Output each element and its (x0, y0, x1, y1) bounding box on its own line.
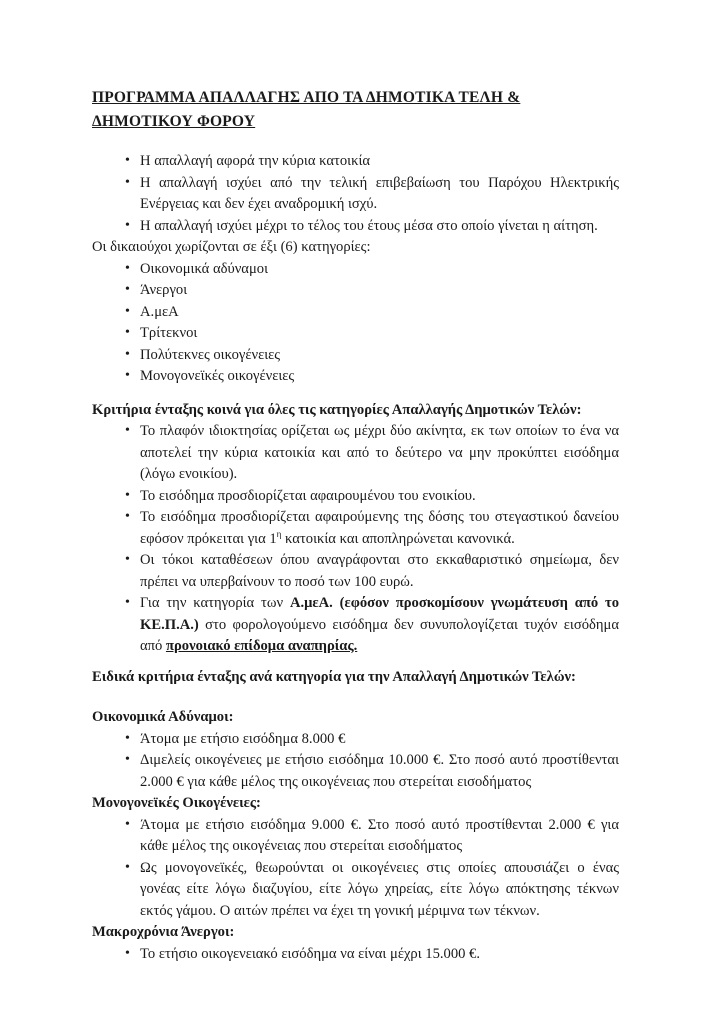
bullet-text (140, 325, 197, 341)
bullet-text (140, 509, 619, 547)
bullet-text (140, 752, 619, 790)
bullet-text (140, 552, 619, 590)
bullet-text (140, 368, 294, 384)
common-criteria-item (92, 550, 619, 593)
category-item (92, 302, 619, 324)
category-item (92, 366, 619, 388)
bullet-text (140, 304, 179, 320)
text-segment: Για την κατηγορία των (140, 595, 290, 611)
text-segment: Μακροχρόνια Άνεργοι: (92, 924, 235, 940)
bullet-text (140, 218, 598, 234)
single-parent-item (92, 815, 619, 858)
subheading-long-term-unemployed (92, 922, 619, 944)
bullet-marker-icon: • (125, 487, 130, 503)
text-segment: κατοικία και αποπληρώνεται κανονικά. (281, 530, 515, 547)
text-segment: Άτομα με ετήσιο εισόδημα 9.000 €. Στο ποσό αυτό προστίθενται 2.000 € για κάθε μέλος της οικογένειας που στερείται εισοδήματος (140, 816, 619, 854)
text-segment: Άνεργοι (140, 282, 188, 298)
category-item (92, 345, 619, 367)
single-parent-item (92, 858, 619, 923)
bullet-marker-icon: • (125, 368, 130, 383)
text-segment: η (276, 528, 282, 539)
bullet-text (140, 261, 268, 277)
bullet-marker-icon: • (125, 174, 130, 190)
text-segment: Η απαλλαγή αφορά την κύρια κατοικία (140, 153, 371, 169)
bullet-text (140, 423, 619, 482)
text-segment: ΠΡΟΓΡΑΜΜΑ ΑΠΑΛΛΑΓΗΣ ΑΠΟ ΤΑ ΔΗΜΟΤΙΚΑ ΤΕΛΗ & ΔΗΜΟΤΙΚΟΥ ΦΟΡΟΥ (92, 89, 521, 130)
text-segment: Το πλαφόν ιδιοκτησίας ορίζεται ως μέχρι δύο ακίνητα, εκ των οποίων το ένα να αποτελεί την κύρια κατοικία και από το δεύτερο να μην προκύπτει εισόδημα (λόγω ενοικίου). (140, 423, 619, 482)
bullet-marker-icon: • (125, 552, 130, 567)
text-segment: Διμελείς οικογένειες με ετήσιο εισόδημα 10.000 €. Στο ποσό αυτό προστίθενται 2.000 € για κάθε μέλος της οικογένειας που στερείται εισοδήματος (140, 752, 619, 790)
common-criteria-heading (92, 400, 619, 422)
bullet-marker-icon: • (125, 153, 130, 168)
text-segment: Το εισόδημα προσδιορίζεται αφαιρούμενης της δόσης του στεγαστικού δανείου εφόσον πρόκειται για 1 (140, 509, 619, 547)
bullet-text (140, 153, 370, 169)
bullet-marker-icon: • (125, 346, 130, 362)
text-segment: Κριτήρια ένταξης κοινά για όλες τις κατηγορίες Απαλλαγής Δημοτικών Τελών: (92, 401, 582, 418)
bullet-marker-icon: • (125, 325, 130, 340)
text-segment: Η απαλλαγή ισχύει μέχρι το τέλος του έτους μέσα στο οποίο γίνεται η αίτηση. (140, 217, 598, 234)
category-item (92, 280, 619, 302)
text-segment: Οι δικαιούχοι χωρίζονται σε έξι (6) κατηγορίες: (92, 239, 371, 255)
document-content (92, 86, 619, 965)
bullet-marker-icon: • (125, 730, 130, 746)
text-segment: προνοιακό επίδομα αναπηρίας. (165, 638, 358, 654)
text-segment: Άτομα με ετήσιο εισόδημα 8.000 € (140, 730, 346, 747)
intro-bullet-validity-end (92, 216, 619, 238)
text-segment: Πολύτεκνες οικογένειες (140, 346, 281, 363)
financially-weak-item (92, 729, 619, 751)
bullet-marker-icon: • (125, 423, 130, 438)
intro-bullet-validity-start (92, 173, 619, 216)
text-segment: Ειδικά κριτήρια ένταξης ανά κατηγορία για την Απαλλαγή Δημοτικών Τελών: (92, 668, 576, 685)
text-segment: Το εισόδημα προσδιορίζεται αφαιρουμένου του ενοικίου. (140, 487, 476, 504)
financially-weak-item (92, 750, 619, 793)
text-segment: Οικονομικά αδύναμοι (140, 260, 269, 277)
special-criteria-heading (92, 667, 619, 689)
bullet-text (140, 175, 619, 213)
subheading-single-parent (92, 793, 619, 815)
category-item (92, 323, 619, 345)
long-term-unemployed-item (92, 944, 619, 966)
common-criteria-item (92, 486, 619, 508)
bullet-text (140, 817, 619, 855)
bullet-text (140, 488, 476, 504)
text-segment: Το ετήσιο οικογενειακό εισόδημα να είναι μέχρι 15.000 €. (140, 945, 481, 962)
bullet-marker-icon: • (125, 945, 130, 961)
bullet-marker-icon: • (125, 217, 130, 233)
intro-bullet-main-residence (92, 151, 619, 173)
subheading-financially-weak (92, 707, 619, 729)
bullet-marker-icon: • (125, 260, 130, 276)
category-item (92, 259, 619, 281)
bullet-marker-icon: • (125, 859, 130, 875)
bullet-marker-icon: • (125, 752, 130, 767)
categories-intro (92, 237, 619, 259)
bullet-text (140, 860, 619, 919)
bullet-text (140, 731, 345, 747)
bullet-marker-icon: • (125, 282, 130, 297)
bullet-marker-icon: • (125, 509, 130, 524)
text-segment: στο φορολογούμενο εισόδημα δεν συνυπολογίζεται τυχόν εισόδημα από (140, 616, 619, 654)
text-segment: Οικονομικά Αδύναμοι: (92, 709, 234, 725)
bullet-text (140, 595, 619, 654)
text-segment: Τρίτεκνοι (140, 325, 198, 341)
bullet-text (140, 946, 480, 962)
bullet-marker-icon: • (125, 595, 130, 610)
common-criteria-item (92, 421, 619, 486)
common-criteria-item (92, 593, 619, 658)
bullet-marker-icon: • (125, 303, 130, 319)
text-segment: Α.μεΑ. (εφόσον προσκομίσουν γνωμάτευση από το ΚΕ.Π.Α.) (140, 595, 619, 633)
bullet-text (140, 347, 280, 363)
text-segment: Μονογονεϊκές Οικογένειες: (92, 795, 261, 811)
page-title (92, 86, 619, 134)
bullet-marker-icon: • (125, 816, 130, 832)
common-criteria-item (92, 507, 619, 550)
text-segment: Οι τόκοι καταθέσεων όπου αναγράφονται στο εκκαθαριστικό σημείωμα, δεν πρέπει να υπερβαίνουν το ποσό των 100 ευρώ. (140, 552, 619, 590)
bullet-text (140, 282, 187, 298)
text-segment: Μονογονεϊκές οικογένειες (140, 368, 295, 384)
text-segment: Η απαλλαγή ισχύει από την τελική επιβεβαίωση του Παρόχου Ηλεκτρικής Ενέργειας και δεν έχει αναδρομική ισχύ. (140, 174, 619, 212)
text-segment: Ως μονογονεϊκές, θεωρούνται οι οικογένειες στις οποίες απουσιάζει ο ένας γονέας είτε λόγω διαζυγίου, είτε λόγω χηρείας, είτε λόγω απόκτησης τέκνων εκτός γάμου. Ο αιτών πρέπει να έχει τη γονική μέριμνα των τέκνων. (140, 859, 619, 919)
text-segment: Α.μεΑ (140, 303, 179, 320)
